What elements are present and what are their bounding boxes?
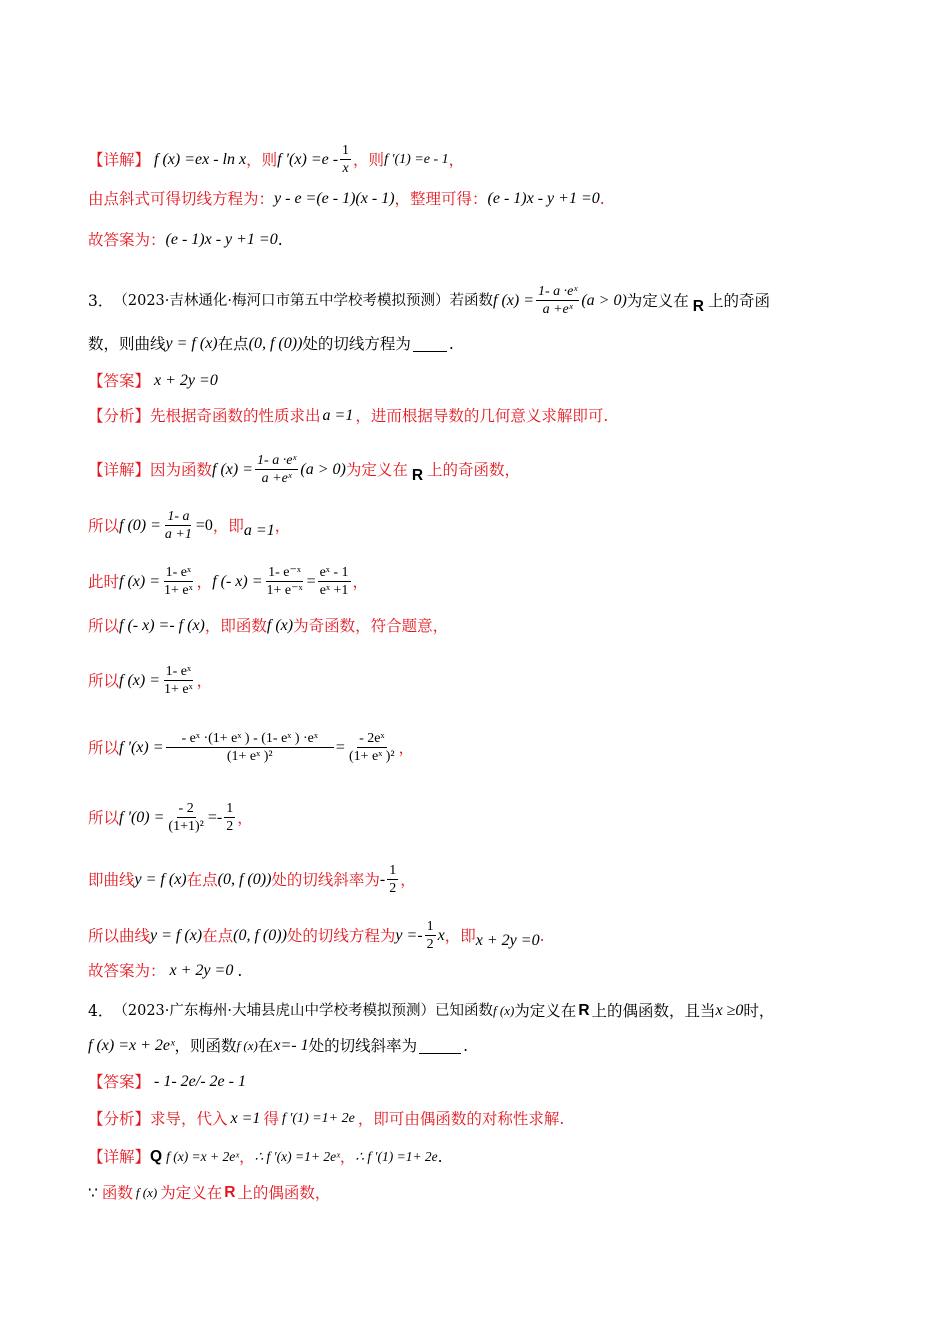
text: 所以曲线 [88,926,151,945]
q3-stem-line-2 [88,333,868,355]
fraction: $\frac{1}{2}$ [426,919,434,952]
text: 求导，代入 [150,1110,228,1128]
fraction: $\frac{\text{1- eˣ}}{\text{1+ eˣ}}$ [164,565,193,598]
fraction: $\frac{\text{1- a ·eˣ}}{\text{a +eˣ}}$ [257,453,297,486]
text: ，即 [212,516,244,535]
q2-final-line [88,229,868,251]
text: 函数 [101,1184,133,1202]
text: 先根据奇函数的性质求出 [150,407,321,425]
formula: =0 [195,516,213,534]
formula: x=- 1 [273,1037,309,1054]
text: 所以 [88,738,120,757]
text: ， [448,150,465,169]
text: 处的切线斜率为 [271,870,380,889]
text: 所以 [88,516,120,535]
text: 在点 [186,870,218,889]
formula: - 1- 2e/- 2e - 1 [154,1073,246,1090]
formula: f (- x) = [212,572,263,590]
because-symbol: ∵ [88,1184,98,1202]
formula: ∴ f ′(1) =1+ 2e [355,1149,438,1164]
formula: f ′(1) =e - 1 [384,151,449,167]
formula: f (x) [135,1185,158,1200]
formula: f ′(1) =1+ 2e [281,1111,355,1126]
question-number: 3． [88,291,114,310]
text: ， [339,1148,356,1166]
formula: x + 2y =0 [169,962,234,979]
text: ，则 [246,150,278,169]
text: ， [398,738,415,757]
formula: y = f (x) [165,335,218,352]
formula: x [437,926,445,944]
formula: (0, f (0)) [248,335,303,352]
formula: ∴ f ′(x) =1+ 2eˣ [254,1149,340,1164]
q2-tangent-line [88,188,868,210]
q3-detail-line-6 [88,730,868,765]
because-symbol: Q [150,1148,163,1165]
formula: x + 2y =0 [154,372,218,389]
formula: y - e =(e - 1)(x - 1) [274,190,395,207]
formula: y = f (x) [150,926,203,944]
fraction: $\frac{1- a}{a +1}$ [164,509,192,542]
formula: (a > 0) [581,291,627,309]
fraction: $\frac{1}{x}$ [342,143,350,176]
formula: f (x) [236,1038,258,1053]
text: 数，则曲线 [88,335,166,353]
text: 所以 [88,617,120,635]
formula: f (x) =ex - ln x [154,150,247,168]
text: ，则 [353,150,385,169]
text: ，整理可得： [394,190,488,208]
formula: y =- [395,926,423,944]
text: 为定义在 [626,291,689,310]
q3-detail-line-4 [88,615,868,637]
formula: y = f (x) [134,870,187,888]
fraction: $\frac{\text{1- a ·eˣ}}{\text{a +eˣ}}$ [538,284,578,317]
q2-detail-line [88,142,868,177]
formula: x + 2y =0 [475,931,540,949]
text: . [237,962,243,980]
analysis-label: 【分析】 [88,1110,151,1128]
text: ，即 [444,926,476,945]
text: 在点 [217,335,249,353]
text: 由点斜式可得切线方程为： [88,190,275,208]
text: 故答案为： [88,962,166,980]
text: ， [400,870,416,889]
q3-detail-line-3 [88,564,868,599]
text: 此时 [88,572,120,591]
q3-answer-line [88,370,868,392]
q3-stem-line-1 [88,283,868,318]
q3-detail-line-2 [88,508,868,543]
text: 为定义在 [160,1184,223,1202]
detail-label: 【详解】 [88,460,151,479]
fraction: $\frac{\text{eˣ - 1}}{\text{eˣ +1}}$ [319,565,349,598]
text: 上的奇函数， [427,460,521,479]
formula: x =1 [230,1110,261,1127]
formula: (e - 1)x - y +1 =0 [165,231,278,248]
text: 处的切线斜率为 [308,1037,418,1055]
text: 上的偶函数，且当 [591,1002,716,1020]
text: ，进而根据导数的几何意义求解即可. [355,407,609,425]
text: 上的偶函数， [237,1184,331,1202]
q4-answer-line [88,1071,868,1093]
analysis-label: 【分析】 [88,407,151,425]
formula: f (x) = [212,460,254,478]
fraction: $\frac{\text{- 2eˣ}}{\text{(1+ eˣ )²}}$ [348,731,395,764]
formula: =- [207,808,223,826]
formula: f (0) = [119,516,161,534]
q4-analysis-line [88,1108,868,1130]
detail-label: 【详解】 [88,150,151,169]
formula: f ′(0) = [119,808,165,826]
fraction: $\frac{\text{- eˣ ·(1+ eˣ ) - (1- eˣ ) ·eˣ}}{\text{(1+ eˣ )²}}$ [166,730,334,765]
text: ， [352,572,369,591]
q4-detail-line-1 [88,1146,868,1168]
text: 在点 [202,926,234,945]
text: ， [239,1148,255,1166]
q3-detail-line-7 [88,800,868,835]
formula: f (x) [266,617,294,634]
question-source: （2023·吉林通化·梅河口市第五中学校考模拟预测）若函数 [113,292,493,309]
formula: f ′(x) = [119,738,164,756]
fraction: $\frac{\text{1- e⁻ˣ}}{\text{1+ e⁻ˣ}}$ [266,565,303,598]
text: 为奇函数，符合题意， [293,617,449,635]
text: 处的切线方程为 [286,926,396,945]
q3-detail-line-1 [88,452,868,487]
formula: (e - 1)x - y +1 =0 [487,190,600,207]
formula: (a > 0) [300,460,346,478]
formula: (0, f (0)) [233,926,287,944]
formula: f (x) [493,1003,515,1018]
formula: f (- x) =- f (x) [119,617,205,634]
real-set: R [692,297,704,315]
formula: (0, f (0)) [217,870,272,888]
text: 得 [263,1110,279,1128]
formula: a =1 [243,521,275,539]
text: ， [274,516,291,535]
question-number: 4． [88,1002,114,1020]
q3-detail-line-8 [88,862,868,897]
real-set: R [411,466,424,484]
answer-blank [419,1039,461,1054]
formula: x ≥0 [715,1002,744,1019]
formula: f ′(x) =e - [277,150,339,168]
text: 处的切线方程为 [302,335,411,353]
q3-final-line [88,960,868,982]
answer-blank [413,337,447,352]
formula: a =1 [322,407,354,424]
text: . [539,926,545,945]
text: ，则函数 [174,1037,237,1055]
q3-analysis-line [88,405,868,427]
q4-detail-line-2 [88,1182,868,1204]
text: . [599,190,605,208]
text: 在 [257,1037,274,1055]
text: 因为函数 [150,460,213,479]
text: . [437,1148,443,1166]
text: 为定义在 [345,460,408,479]
text: ， [196,572,213,591]
text: 上的奇函 [708,291,771,310]
text: 所以 [88,808,120,827]
formula: f (x) = [493,291,534,309]
formula: = [335,738,345,756]
text: . [463,1037,469,1055]
text: ，即函数 [204,617,267,635]
fraction: $\frac{- 2}{\text{(1+1)²}}$ [168,801,204,834]
answer-label: 【答案】 [88,1073,151,1091]
real-set: R [224,1184,236,1201]
fraction: $\frac{1}{2}$ [389,863,397,896]
fraction: $\frac{\text{1- eˣ}}{\text{1+ eˣ}}$ [164,664,193,697]
formula: f (x) =x + 2eˣ [88,1037,175,1054]
formula: - [379,870,386,888]
q3-detail-line-5 [88,663,868,698]
detail-label: 【详解】 [88,1148,151,1166]
text: 时， [743,1002,775,1020]
text: 所以 [88,671,120,690]
formula: f (x) = [119,671,161,689]
text: ，即可由偶函数的对称性求解. [357,1110,565,1128]
real-set: R [578,1002,590,1019]
formula: f (x) =x + 2eˣ [166,1149,240,1164]
question-source: （2023·广东梅州·大埔县虎山中学校考模拟预测）已知函数 [113,1003,493,1019]
text: . [277,231,283,249]
answer-label: 【答案】 [88,372,151,390]
text: . [448,335,454,353]
text: 故答案为： [88,231,166,249]
text: 即曲线 [88,870,135,889]
formula: = [306,572,316,590]
formula: f (x) = [119,572,161,590]
q3-detail-line-9 [88,918,868,953]
q4-stem-line-2 [88,1035,868,1057]
text: ， [237,808,253,827]
q4-stem-line-1 [88,1000,868,1022]
text: ， [196,671,213,690]
fraction: $\frac{1}{2}$ [226,801,234,834]
text: 为定义在 [514,1002,577,1020]
